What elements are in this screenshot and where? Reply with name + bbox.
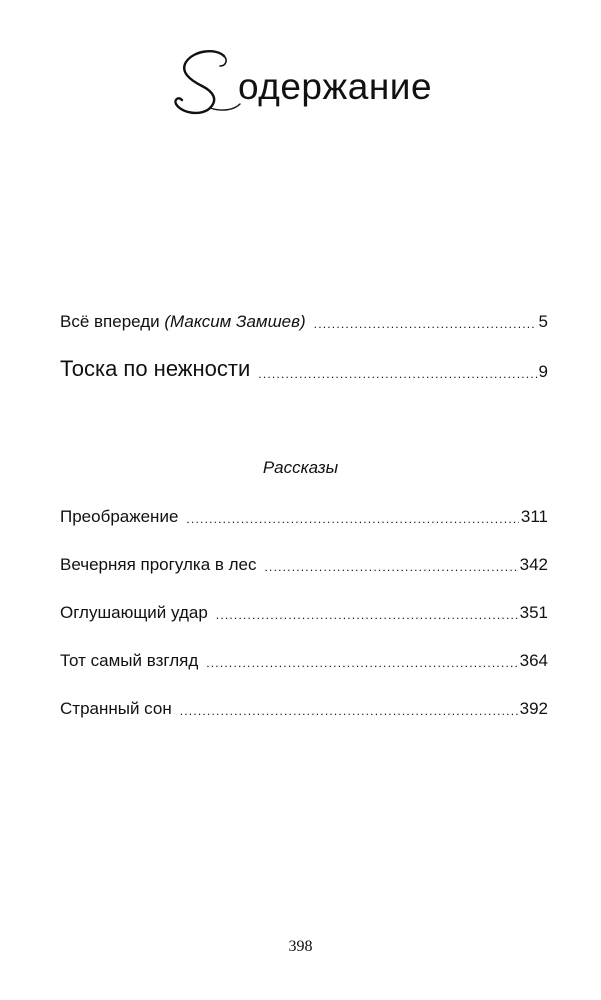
toc-entry-page: 342 (519, 555, 548, 574)
toc-entry-label: Тот самый взгляд (60, 651, 199, 670)
dot-leader (216, 608, 518, 622)
toc-entry-label: Всё впереди (Максим Замшев) (60, 312, 306, 331)
toc-entry[interactable] (60, 555, 548, 575)
toc-entry-label: Вечерняя прогулка в лес (60, 555, 257, 574)
toc-entry-label: Странный сон (60, 699, 172, 718)
dot-leader (258, 367, 536, 381)
dot-leader (180, 704, 518, 718)
dot-leader (206, 656, 517, 670)
toc-entry-author: (Максим Замшев) (164, 312, 306, 331)
toc-entry-label: Преображение (60, 507, 179, 526)
toc-entry-label: Тоска по нежности (60, 356, 251, 381)
dot-leader (186, 512, 518, 526)
toc-entry[interactable] (60, 603, 548, 623)
title-text: одержание (238, 66, 433, 107)
toc-entry-page: 351 (519, 603, 548, 622)
section-heading: Рассказы (262, 458, 339, 477)
toc-entry[interactable] (60, 699, 548, 719)
toc-entry[interactable] (60, 356, 548, 382)
toc-entry[interactable] (60, 312, 548, 332)
page-title (0, 40, 601, 120)
dot-leader (314, 317, 537, 331)
toc-entry-page: 9 (538, 362, 548, 381)
toc-entry-page: 311 (520, 507, 548, 526)
toc-entry-label: Оглушающий удар (60, 603, 208, 622)
toc-entry[interactable] (60, 507, 548, 527)
toc-entry-page: 392 (519, 699, 548, 718)
toc-entry-page: 5 (538, 312, 548, 331)
dot-leader (265, 560, 518, 574)
page-number: 398 (288, 938, 313, 955)
toc-entry-page: 364 (519, 651, 548, 670)
toc-entry[interactable] (60, 651, 548, 671)
